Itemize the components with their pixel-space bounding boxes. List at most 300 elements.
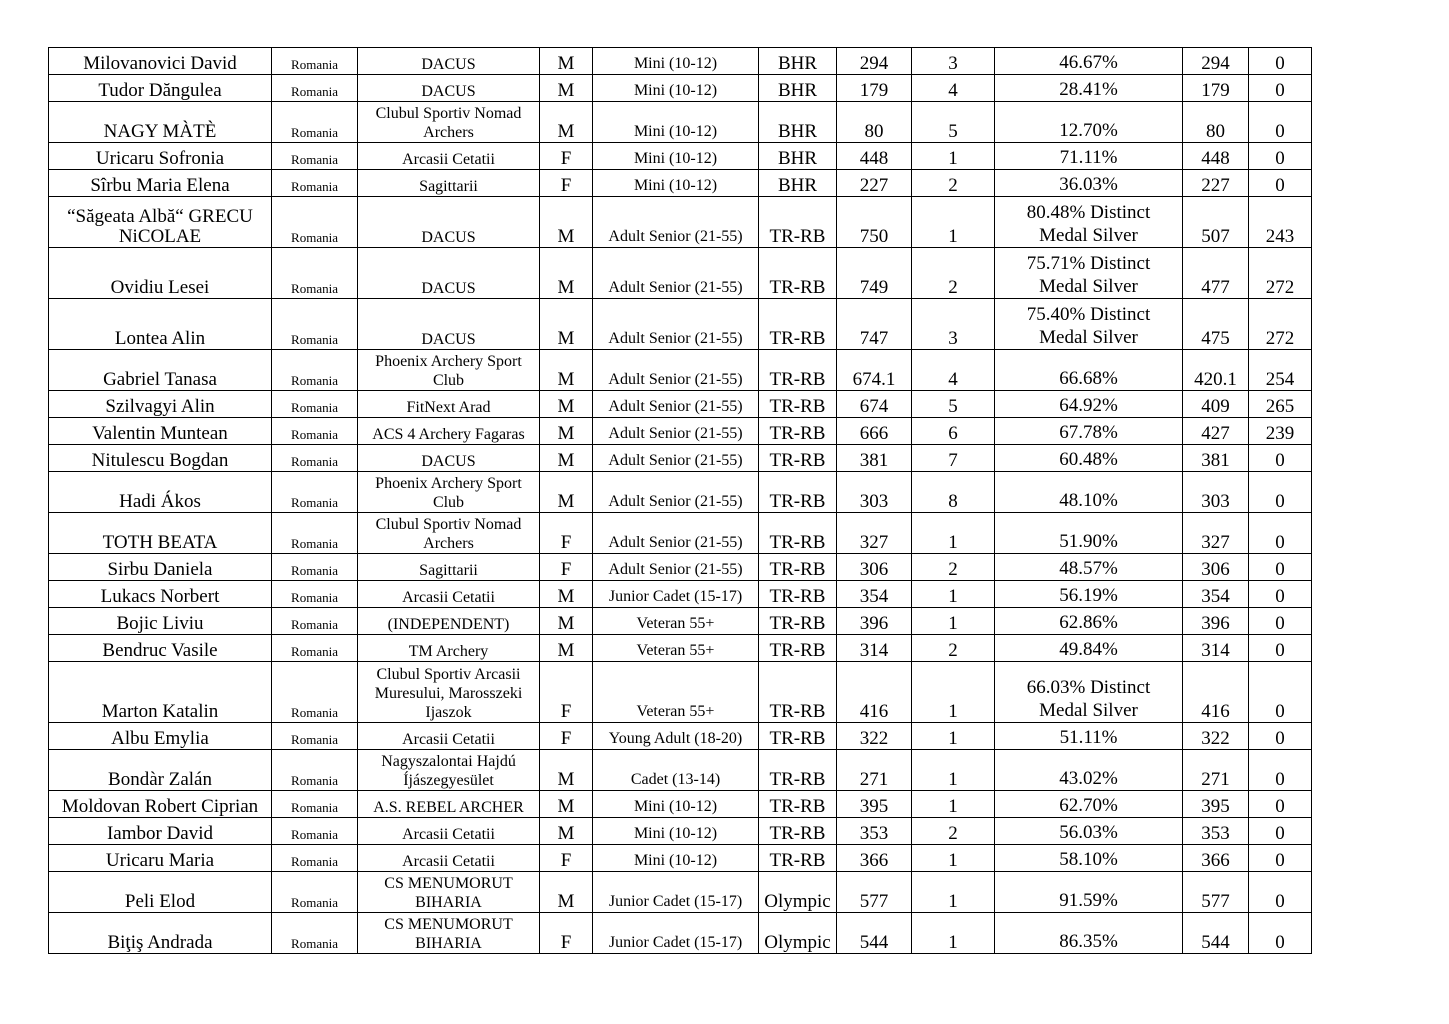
division-cell: Olympic	[759, 872, 837, 913]
rank-cell: 1	[912, 513, 995, 554]
percentage-cell: 60.48%	[995, 445, 1183, 472]
score-round-2-cell: 0	[1249, 102, 1312, 143]
country-cell: Romania	[272, 102, 358, 143]
club-name-cell: TM Archery	[358, 635, 540, 662]
age-category-cell: Veteran 55+	[593, 608, 759, 635]
total-score-cell: 750	[837, 197, 912, 248]
age-category-cell: Adult Senior (21-55)	[593, 299, 759, 350]
total-score-cell: 294	[837, 48, 912, 75]
total-score-cell: 179	[837, 75, 912, 102]
table-row	[49, 662, 1312, 723]
total-score-cell: 227	[837, 170, 912, 197]
total-score-cell: 396	[837, 608, 912, 635]
score-round-2-cell: 0	[1249, 75, 1312, 102]
athlete-name-cell: TOTH BEATA	[49, 513, 272, 554]
score-round-2-cell: 0	[1249, 913, 1312, 954]
division-cell: TR-RB	[759, 581, 837, 608]
score-round-2-cell: 243	[1249, 197, 1312, 248]
rank-cell: 7	[912, 445, 995, 472]
club-name-cell: DACUS	[358, 75, 540, 102]
score-round-1-cell: 475	[1183, 299, 1249, 350]
total-score-cell: 674.1	[837, 350, 912, 391]
score-round-1-cell: 477	[1183, 248, 1249, 299]
rank-cell: 5	[912, 391, 995, 418]
division-cell: TR-RB	[759, 845, 837, 872]
table-row	[49, 635, 1312, 662]
rank-cell: 1	[912, 143, 995, 170]
results-page	[48, 47, 1312, 954]
table-row	[49, 513, 1312, 554]
age-category-cell: Mini (10-12)	[593, 143, 759, 170]
country-cell: Romania	[272, 445, 358, 472]
division-cell: TR-RB	[759, 299, 837, 350]
table-row	[49, 818, 1312, 845]
score-round-1-cell: 416	[1183, 662, 1249, 723]
score-round-2-cell: 0	[1249, 48, 1312, 75]
age-category-cell: Adult Senior (21-55)	[593, 554, 759, 581]
percentage-cell: 43.02%	[995, 750, 1183, 791]
athlete-name-cell: Tudor Dăngulea	[49, 75, 272, 102]
age-category-cell: Adult Senior (21-55)	[593, 248, 759, 299]
club-name-cell: Clubul Sportiv Arcasii Muresului, Marosszeki Ijaszok	[358, 662, 540, 723]
division-cell: BHR	[759, 102, 837, 143]
score-round-1-cell: 420.1	[1183, 350, 1249, 391]
percentage-cell: 80.48% Distinct Medal Silver	[995, 197, 1183, 248]
rank-cell: 6	[912, 418, 995, 445]
total-score-cell: 544	[837, 913, 912, 954]
score-round-2-cell: 0	[1249, 635, 1312, 662]
score-round-1-cell: 306	[1183, 554, 1249, 581]
gender-cell: M	[540, 472, 593, 513]
score-round-1-cell: 396	[1183, 608, 1249, 635]
country-cell: Romania	[272, 913, 358, 954]
club-name-cell: DACUS	[358, 248, 540, 299]
gender-cell: M	[540, 391, 593, 418]
country-cell: Romania	[272, 635, 358, 662]
score-round-1-cell: 314	[1183, 635, 1249, 662]
results-table	[48, 47, 1312, 954]
athlete-name-cell: Uricaru Maria	[49, 845, 272, 872]
country-cell: Romania	[272, 391, 358, 418]
division-cell: TR-RB	[759, 723, 837, 750]
table-row	[49, 350, 1312, 391]
gender-cell: M	[540, 608, 593, 635]
total-score-cell: 749	[837, 248, 912, 299]
age-category-cell: Mini (10-12)	[593, 845, 759, 872]
score-round-1-cell: 227	[1183, 170, 1249, 197]
club-name-cell: FitNext Arad	[358, 391, 540, 418]
athlete-name-cell: NAGY MÀTÈ	[49, 102, 272, 143]
club-name-cell: Arcasii Cetatii	[358, 723, 540, 750]
rank-cell: 5	[912, 102, 995, 143]
gender-cell: F	[540, 170, 593, 197]
percentage-cell: 75.40% Distinct Medal Silver	[995, 299, 1183, 350]
rank-cell: 1	[912, 608, 995, 635]
athlete-name-cell: Ovidiu Lesei	[49, 248, 272, 299]
rank-cell: 1	[912, 872, 995, 913]
percentage-cell: 58.10%	[995, 845, 1183, 872]
percentage-cell: 62.70%	[995, 791, 1183, 818]
total-score-cell: 448	[837, 143, 912, 170]
total-score-cell: 303	[837, 472, 912, 513]
percentage-cell: 64.92%	[995, 391, 1183, 418]
percentage-cell: 67.78%	[995, 418, 1183, 445]
rank-cell: 2	[912, 170, 995, 197]
score-round-2-cell: 272	[1249, 299, 1312, 350]
table-row	[49, 845, 1312, 872]
table-row	[49, 723, 1312, 750]
gender-cell: F	[540, 143, 593, 170]
country-cell: Romania	[272, 418, 358, 445]
score-round-2-cell: 272	[1249, 248, 1312, 299]
division-cell: TR-RB	[759, 350, 837, 391]
percentage-cell: 28.41%	[995, 75, 1183, 102]
rank-cell: 1	[912, 723, 995, 750]
total-score-cell: 747	[837, 299, 912, 350]
score-round-1-cell: 303	[1183, 472, 1249, 513]
table-row	[49, 143, 1312, 170]
rank-cell: 1	[912, 662, 995, 723]
athlete-name-cell: Lukacs Norbert	[49, 581, 272, 608]
results-table-body	[49, 48, 1312, 954]
percentage-cell: 12.70%	[995, 102, 1183, 143]
age-category-cell: Junior Cadet (15-17)	[593, 581, 759, 608]
gender-cell: M	[540, 581, 593, 608]
total-score-cell: 353	[837, 818, 912, 845]
percentage-cell: 66.68%	[995, 350, 1183, 391]
percentage-cell: 71.11%	[995, 143, 1183, 170]
division-cell: TR-RB	[759, 554, 837, 581]
percentage-cell: 48.10%	[995, 472, 1183, 513]
division-cell: BHR	[759, 143, 837, 170]
club-name-cell: CS MENUMORUT BIHARIA	[358, 872, 540, 913]
rank-cell: 2	[912, 248, 995, 299]
score-round-1-cell: 179	[1183, 75, 1249, 102]
total-score-cell: 416	[837, 662, 912, 723]
score-round-2-cell: 0	[1249, 723, 1312, 750]
table-row	[49, 48, 1312, 75]
club-name-cell: Nagyszalontai Hajdú Íjászegyesület	[358, 750, 540, 791]
age-category-cell: Mini (10-12)	[593, 170, 759, 197]
club-name-cell: DACUS	[358, 48, 540, 75]
age-category-cell: Adult Senior (21-55)	[593, 513, 759, 554]
rank-cell: 2	[912, 635, 995, 662]
athlete-name-cell: Gabriel Tanasa	[49, 350, 272, 391]
total-score-cell: 314	[837, 635, 912, 662]
total-score-cell: 674	[837, 391, 912, 418]
table-row	[49, 391, 1312, 418]
percentage-cell: 66.03% Distinct Medal Silver	[995, 662, 1183, 723]
athlete-name-cell: Sîrbu Maria Elena	[49, 170, 272, 197]
score-round-1-cell: 409	[1183, 391, 1249, 418]
club-name-cell: Clubul Sportiv Nomad Archers	[358, 102, 540, 143]
rank-cell: 2	[912, 554, 995, 581]
division-cell: TR-RB	[759, 608, 837, 635]
division-cell: TR-RB	[759, 791, 837, 818]
age-category-cell: Junior Cadet (15-17)	[593, 872, 759, 913]
score-round-2-cell: 265	[1249, 391, 1312, 418]
score-round-2-cell: 0	[1249, 750, 1312, 791]
total-score-cell: 395	[837, 791, 912, 818]
gender-cell: M	[540, 818, 593, 845]
score-round-2-cell: 0	[1249, 143, 1312, 170]
table-row	[49, 472, 1312, 513]
percentage-cell: 86.35%	[995, 913, 1183, 954]
score-round-1-cell: 322	[1183, 723, 1249, 750]
athlete-name-cell: Marton Katalin	[49, 662, 272, 723]
total-score-cell: 271	[837, 750, 912, 791]
athlete-name-cell: “Săgeata Albă“ GRECU NiCOLAE	[49, 197, 272, 248]
total-score-cell: 366	[837, 845, 912, 872]
score-round-2-cell: 239	[1249, 418, 1312, 445]
score-round-2-cell: 0	[1249, 513, 1312, 554]
country-cell: Romania	[272, 170, 358, 197]
total-score-cell: 306	[837, 554, 912, 581]
club-name-cell: A.S. REBEL ARCHER	[358, 791, 540, 818]
table-row	[49, 170, 1312, 197]
gender-cell: M	[540, 635, 593, 662]
rank-cell: 1	[912, 913, 995, 954]
percentage-cell: 49.84%	[995, 635, 1183, 662]
athlete-name-cell: Albu Emylia	[49, 723, 272, 750]
country-cell: Romania	[272, 513, 358, 554]
club-name-cell: Sagittarii	[358, 170, 540, 197]
gender-cell: M	[540, 75, 593, 102]
percentage-cell: 36.03%	[995, 170, 1183, 197]
rank-cell: 1	[912, 791, 995, 818]
rank-cell: 4	[912, 75, 995, 102]
score-round-2-cell: 0	[1249, 845, 1312, 872]
gender-cell: M	[540, 102, 593, 143]
table-row	[49, 872, 1312, 913]
score-round-1-cell: 381	[1183, 445, 1249, 472]
country-cell: Romania	[272, 472, 358, 513]
club-name-cell: Arcasii Cetatii	[358, 143, 540, 170]
score-round-1-cell: 366	[1183, 845, 1249, 872]
gender-cell: M	[540, 791, 593, 818]
rank-cell: 2	[912, 818, 995, 845]
country-cell: Romania	[272, 750, 358, 791]
club-name-cell: DACUS	[358, 445, 540, 472]
division-cell: TR-RB	[759, 248, 837, 299]
gender-cell: M	[540, 299, 593, 350]
score-round-1-cell: 544	[1183, 913, 1249, 954]
score-round-2-cell: 254	[1249, 350, 1312, 391]
club-name-cell: Clubul Sportiv Nomad Archers	[358, 513, 540, 554]
score-round-1-cell: 294	[1183, 48, 1249, 75]
gender-cell: F	[540, 913, 593, 954]
score-round-1-cell: 354	[1183, 581, 1249, 608]
club-name-cell: DACUS	[358, 197, 540, 248]
club-name-cell: Arcasii Cetatii	[358, 845, 540, 872]
age-category-cell: Junior Cadet (15-17)	[593, 913, 759, 954]
athlete-name-cell: Hadi Ákos	[49, 472, 272, 513]
country-cell: Romania	[272, 350, 358, 391]
division-cell: TR-RB	[759, 818, 837, 845]
total-score-cell: 80	[837, 102, 912, 143]
table-row	[49, 608, 1312, 635]
score-round-2-cell: 0	[1249, 872, 1312, 913]
score-round-1-cell: 271	[1183, 750, 1249, 791]
age-category-cell: Adult Senior (21-55)	[593, 472, 759, 513]
total-score-cell: 322	[837, 723, 912, 750]
athlete-name-cell: Uricaru Sofronia	[49, 143, 272, 170]
percentage-cell: 62.86%	[995, 608, 1183, 635]
score-round-1-cell: 448	[1183, 143, 1249, 170]
table-row	[49, 791, 1312, 818]
percentage-cell: 51.11%	[995, 723, 1183, 750]
division-cell: Olympic	[759, 913, 837, 954]
gender-cell: M	[540, 445, 593, 472]
athlete-name-cell: Bondàr Zalán	[49, 750, 272, 791]
athlete-name-cell: Iambor David	[49, 818, 272, 845]
division-cell: TR-RB	[759, 418, 837, 445]
rank-cell: 1	[912, 750, 995, 791]
rank-cell: 1	[912, 197, 995, 248]
table-row	[49, 581, 1312, 608]
gender-cell: F	[540, 513, 593, 554]
club-name-cell: Arcasii Cetatii	[358, 818, 540, 845]
club-name-cell: DACUS	[358, 299, 540, 350]
gender-cell: F	[540, 845, 593, 872]
club-name-cell: Sagittarii	[358, 554, 540, 581]
division-cell: TR-RB	[759, 445, 837, 472]
score-round-1-cell: 427	[1183, 418, 1249, 445]
athlete-name-cell: Nitulescu Bogdan	[49, 445, 272, 472]
score-round-2-cell: 0	[1249, 581, 1312, 608]
table-row	[49, 418, 1312, 445]
club-name-cell: Phoenix Archery Sport Club	[358, 350, 540, 391]
athlete-name-cell: Biţiş Andrada	[49, 913, 272, 954]
rank-cell: 3	[912, 299, 995, 350]
total-score-cell: 381	[837, 445, 912, 472]
division-cell: TR-RB	[759, 513, 837, 554]
rank-cell: 4	[912, 350, 995, 391]
division-cell: BHR	[759, 48, 837, 75]
rank-cell: 1	[912, 845, 995, 872]
gender-cell: M	[540, 750, 593, 791]
gender-cell: F	[540, 554, 593, 581]
table-row	[49, 445, 1312, 472]
score-round-2-cell: 0	[1249, 791, 1312, 818]
age-category-cell: Cadet (13-14)	[593, 750, 759, 791]
athlete-name-cell: Lontea Alin	[49, 299, 272, 350]
age-category-cell: Adult Senior (21-55)	[593, 445, 759, 472]
age-category-cell: Adult Senior (21-55)	[593, 391, 759, 418]
score-round-1-cell: 395	[1183, 791, 1249, 818]
country-cell: Romania	[272, 248, 358, 299]
gender-cell: F	[540, 723, 593, 750]
total-score-cell: 577	[837, 872, 912, 913]
percentage-cell: 48.57%	[995, 554, 1183, 581]
table-row	[49, 554, 1312, 581]
percentage-cell: 56.19%	[995, 581, 1183, 608]
table-row	[49, 299, 1312, 350]
club-name-cell: Phoenix Archery Sport Club	[358, 472, 540, 513]
country-cell: Romania	[272, 791, 358, 818]
club-name-cell: Arcasii Cetatii	[358, 581, 540, 608]
age-category-cell: Mini (10-12)	[593, 48, 759, 75]
gender-cell: M	[540, 350, 593, 391]
division-cell: TR-RB	[759, 472, 837, 513]
athlete-name-cell: Peli Elod	[49, 872, 272, 913]
gender-cell: M	[540, 418, 593, 445]
percentage-cell: 46.67%	[995, 48, 1183, 75]
athlete-name-cell: Bendruc Vasile	[49, 635, 272, 662]
rank-cell: 3	[912, 48, 995, 75]
country-cell: Romania	[272, 845, 358, 872]
score-round-1-cell: 507	[1183, 197, 1249, 248]
score-round-1-cell: 80	[1183, 102, 1249, 143]
club-name-cell: ACS 4 Archery Fagaras	[358, 418, 540, 445]
age-category-cell: Adult Senior (21-55)	[593, 197, 759, 248]
athlete-name-cell: Bojic Liviu	[49, 608, 272, 635]
country-cell: Romania	[272, 143, 358, 170]
division-cell: TR-RB	[759, 662, 837, 723]
country-cell: Romania	[272, 197, 358, 248]
country-cell: Romania	[272, 818, 358, 845]
age-category-cell: Veteran 55+	[593, 635, 759, 662]
country-cell: Romania	[272, 75, 358, 102]
gender-cell: M	[540, 248, 593, 299]
score-round-1-cell: 353	[1183, 818, 1249, 845]
country-cell: Romania	[272, 608, 358, 635]
age-category-cell: Mini (10-12)	[593, 818, 759, 845]
gender-cell: M	[540, 872, 593, 913]
age-category-cell: Adult Senior (21-55)	[593, 350, 759, 391]
score-round-1-cell: 327	[1183, 513, 1249, 554]
division-cell: TR-RB	[759, 750, 837, 791]
score-round-2-cell: 0	[1249, 554, 1312, 581]
percentage-cell: 75.71% Distinct Medal Silver	[995, 248, 1183, 299]
athlete-name-cell: Moldovan Robert Ciprian	[49, 791, 272, 818]
percentage-cell: 51.90%	[995, 513, 1183, 554]
country-cell: Romania	[272, 554, 358, 581]
country-cell: Romania	[272, 299, 358, 350]
age-category-cell: Veteran 55+	[593, 662, 759, 723]
gender-cell: F	[540, 662, 593, 723]
score-round-2-cell: 0	[1249, 445, 1312, 472]
percentage-cell: 91.59%	[995, 872, 1183, 913]
score-round-2-cell: 0	[1249, 472, 1312, 513]
age-category-cell: Mini (10-12)	[593, 791, 759, 818]
score-round-2-cell: 0	[1249, 608, 1312, 635]
athlete-name-cell: Szilvagyi Alin	[49, 391, 272, 418]
country-cell: Romania	[272, 581, 358, 608]
athlete-name-cell: Milovanovici David	[49, 48, 272, 75]
country-cell: Romania	[272, 48, 358, 75]
table-row	[49, 102, 1312, 143]
gender-cell: M	[540, 197, 593, 248]
athlete-name-cell: Valentin Muntean	[49, 418, 272, 445]
country-cell: Romania	[272, 872, 358, 913]
division-cell: BHR	[759, 75, 837, 102]
table-row	[49, 75, 1312, 102]
club-name-cell: CS MENUMORUT BIHARIA	[358, 913, 540, 954]
age-category-cell: Mini (10-12)	[593, 102, 759, 143]
total-score-cell: 354	[837, 581, 912, 608]
total-score-cell: 327	[837, 513, 912, 554]
gender-cell: M	[540, 48, 593, 75]
age-category-cell: Mini (10-12)	[593, 75, 759, 102]
age-category-cell: Young Adult (18-20)	[593, 723, 759, 750]
total-score-cell: 666	[837, 418, 912, 445]
athlete-name-cell: Sirbu Daniela	[49, 554, 272, 581]
age-category-cell: Adult Senior (21-55)	[593, 418, 759, 445]
percentage-cell: 56.03%	[995, 818, 1183, 845]
division-cell: BHR	[759, 170, 837, 197]
club-name-cell: (INDEPENDENT)	[358, 608, 540, 635]
